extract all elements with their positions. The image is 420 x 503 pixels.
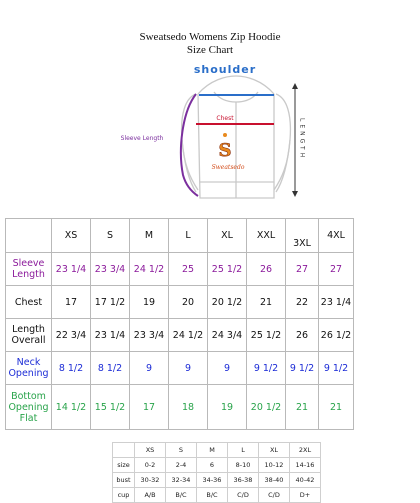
size-header-cell: XL [208, 219, 247, 253]
fit-value: 34-36 [197, 473, 228, 488]
fit-row-label: size [113, 458, 135, 473]
measurement-value: 19 [208, 385, 247, 430]
logo-text: Sweatsedo [211, 164, 245, 171]
size-header-cell: L [169, 219, 208, 253]
measurement-value: 25 1/2 [208, 253, 247, 286]
measurement-label [6, 286, 52, 319]
measurement-value: 24 1/2 [130, 253, 169, 286]
fit-value: A/B [135, 488, 166, 503]
chart-title: Sweatsedo Womens Zip Hoodie [139, 31, 281, 43]
fit-row [113, 473, 321, 488]
chest-label: Chest [216, 115, 234, 122]
corner-cell [6, 219, 52, 253]
fit-value: 14-16 [290, 458, 321, 473]
size-chart-table [5, 218, 354, 430]
size-header-cell: S [91, 219, 130, 253]
fit-value: 0-2 [135, 458, 166, 473]
measurement-value: 17 [130, 385, 169, 430]
chart-subtitle: Size Chart [186, 44, 234, 56]
fit-value: 30-32 [135, 473, 166, 488]
measurement-value: 23 1/4 [52, 253, 91, 286]
measurement-value: 23 3/4 [130, 319, 169, 352]
fit-value: 6 [197, 458, 228, 473]
length-label: LENGTH [298, 118, 306, 161]
fit-corner-cell [113, 443, 135, 458]
logo-letter: S [218, 140, 232, 161]
fit-size-cell: 2XL [290, 443, 321, 458]
measurement-row [6, 286, 354, 319]
measurement-value: 23 1/4 [319, 286, 354, 319]
fit-size-cell: S [166, 443, 197, 458]
measurement-row [6, 352, 354, 385]
measurement-value: 17 1/2 [91, 286, 130, 319]
fit-size-cell: XS [135, 443, 166, 458]
measurement-row [6, 319, 354, 352]
length-arrow-bottom [292, 191, 298, 197]
size-header-cell: M [130, 219, 169, 253]
measurement-label-line: Bottom [11, 390, 46, 402]
size-header-cell: XS [52, 219, 91, 253]
measurement-label-line: Overall [11, 335, 46, 346]
size-header-cell: 4XL [319, 219, 354, 253]
fit-size-cell: M [197, 443, 228, 458]
hoodie-diagram [0, 0, 420, 215]
fit-value: 40-42 [290, 473, 321, 488]
measurement-value: 26 [286, 319, 319, 352]
measurement-value: 22 [286, 286, 319, 319]
fit-size-cell: L [228, 443, 259, 458]
fit-value: B/C [166, 488, 197, 503]
measurement-value: 22 3/4 [52, 319, 91, 352]
measurement-value: 23 1/4 [91, 319, 130, 352]
measurement-label-line: Sleeve [12, 258, 45, 269]
measurement-value: 21 [286, 385, 319, 430]
fit-value: B/C [197, 488, 228, 503]
fit-value: 38-40 [259, 473, 290, 488]
measurement-value: 21 [247, 286, 286, 319]
measurement-label [6, 253, 52, 286]
measurement-label [6, 319, 52, 352]
measurement-value: 9 1/2 [247, 352, 286, 385]
measurement-label-line: Opening [8, 401, 49, 413]
fit-row-label: cup [113, 488, 135, 503]
fit-size-cell: XL [259, 443, 290, 458]
measurement-value: 9 [208, 352, 247, 385]
logo-crown [223, 133, 227, 137]
measurement-value: 20 1/2 [208, 286, 247, 319]
measurement-value: 24 1/2 [169, 319, 208, 352]
fit-chart-table [112, 442, 321, 503]
measurement-value: 17 [52, 286, 91, 319]
measurement-label-line: Neck [16, 357, 41, 368]
length-arrow-top [292, 83, 298, 89]
measurement-value: 27 [286, 253, 319, 286]
measurement-value: 24 3/4 [208, 319, 247, 352]
measurement-value: 9 1/2 [286, 352, 319, 385]
fit-value: C/D [259, 488, 290, 503]
measurement-value: 14 1/2 [52, 385, 91, 430]
measurement-value: 8 1/2 [52, 352, 91, 385]
size-header-cell: XXL [247, 219, 286, 253]
fit-row [113, 458, 321, 473]
measurement-label [6, 352, 52, 385]
measurement-value: 25 1/2 [247, 319, 286, 352]
measurement-value: 20 [169, 286, 208, 319]
measurement-label [6, 385, 52, 430]
measurement-row [6, 385, 354, 430]
measurement-value: 9 1/2 [319, 352, 354, 385]
fit-value: 8-10 [228, 458, 259, 473]
fit-value: C/D [228, 488, 259, 503]
fit-header-row [113, 443, 321, 458]
fit-value: 36-38 [228, 473, 259, 488]
measurement-value: 18 [169, 385, 208, 430]
measurement-value: 8 1/2 [91, 352, 130, 385]
measurement-label-line: Length [12, 269, 45, 280]
fit-row [113, 488, 321, 503]
measurement-value: 26 1/2 [319, 319, 354, 352]
measurement-value: 23 3/4 [91, 253, 130, 286]
measurement-value: 9 [169, 352, 208, 385]
size-header-cell: 3XL [286, 219, 319, 253]
measurement-value: 20 1/2 [247, 385, 286, 430]
measurement-value: 15 1/2 [91, 385, 130, 430]
fit-value: 32-34 [166, 473, 197, 488]
measurement-label-line: Opening [8, 368, 49, 379]
fit-value: D+ [290, 488, 321, 503]
measurement-label-line: Length [12, 324, 45, 335]
measurement-label-line: Chest [14, 296, 43, 308]
brand-logo [212, 133, 245, 171]
shoulder-label: shoulder [193, 63, 257, 76]
measurement-value: 26 [247, 253, 286, 286]
measurement-value: 21 [319, 385, 354, 430]
measurement-value: 25 [169, 253, 208, 286]
measurement-label-line: Flat [19, 412, 38, 424]
measurement-value: 19 [130, 286, 169, 319]
measurement-value: 9 [130, 352, 169, 385]
measurement-row [6, 253, 354, 286]
measurement-value: 27 [319, 253, 354, 286]
sleeve-label: Sleeve Length [120, 135, 164, 142]
size-header-row [6, 219, 354, 253]
fit-value: 10-12 [259, 458, 290, 473]
fit-value: 2-4 [166, 458, 197, 473]
fit-row-label: bust [113, 473, 135, 488]
